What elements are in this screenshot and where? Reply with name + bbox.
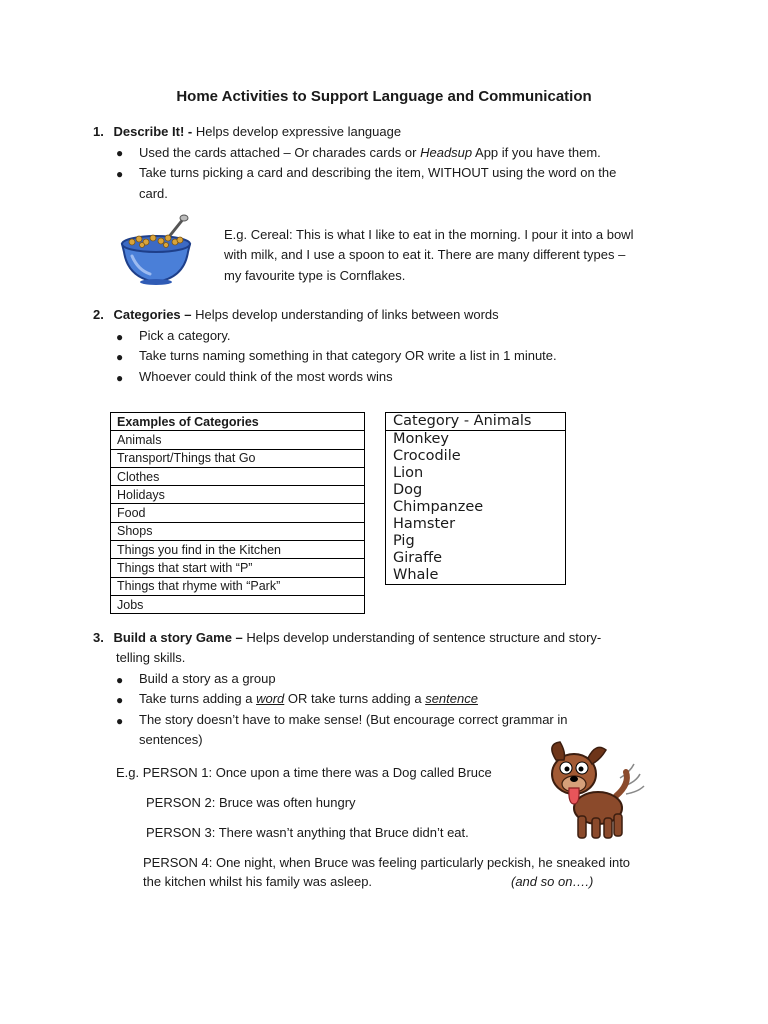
bullet-icon: ● — [116, 146, 124, 160]
table-row — [111, 449, 365, 467]
table-cell: Monkey — [393, 431, 449, 447]
table-cell: Pig — [393, 533, 415, 549]
bullet-text: OR take turns adding a — [284, 691, 426, 706]
bullet-text: App if you have them. — [472, 145, 601, 160]
table-row — [386, 533, 566, 550]
section-1-example-line-1: E.g. Cereal: This is what I like to eat in the morning. I pour it into a bowl — [224, 227, 634, 242]
bullet-icon: ● — [116, 330, 124, 344]
table-row — [386, 431, 566, 449]
table-row — [386, 413, 566, 431]
section-3-description: Helps develop understanding of sentence structure and story- — [242, 630, 602, 645]
table-row — [111, 413, 365, 431]
table-cell: Transport/Things that Go — [111, 449, 365, 467]
table-cell: Jobs — [111, 595, 365, 613]
table-row — [386, 448, 566, 465]
section-2-description: Helps develop understanding of links between words — [191, 307, 499, 322]
section-3-bullet-3-line-2: sentences) — [139, 732, 203, 747]
table-cell: Holidays — [111, 486, 365, 504]
bullet-text: Take turns adding a — [139, 691, 257, 706]
table-row — [111, 504, 365, 522]
section-1-number: 1. — [93, 124, 104, 139]
table-row — [111, 431, 365, 449]
bullet-icon: ● — [116, 371, 124, 385]
story-and-so-on: (and so on….) — [511, 874, 594, 889]
table-row — [111, 486, 365, 504]
table-cell: Giraffe — [393, 550, 443, 566]
section-1-bullet-1 — [139, 145, 601, 160]
section-1-heading: Describe It! - — [113, 124, 193, 139]
table-cell: Clothes — [111, 467, 365, 485]
bullet-text: Used the cards attached – Or charades cards or — [139, 145, 421, 160]
story-person-2: PERSON 2: Bruce was often hungry — [146, 795, 356, 810]
table-cell: Things that start with “P” — [111, 559, 365, 577]
section-2-heading: Categories – — [113, 307, 192, 322]
section-3-bullet-1: Build a story as a group — [139, 671, 276, 686]
table-row — [386, 482, 566, 499]
table-row — [386, 516, 566, 533]
emphasis-word: word — [256, 691, 285, 706]
section-2-number: 2. — [93, 307, 104, 322]
section-1-description: Helps develop expressive language — [192, 124, 402, 139]
section-3-description-line-2: telling skills. — [116, 650, 186, 665]
story-person-4-line-1: PERSON 4: One night, when Bruce was feeling particularly peckish, he sneaked into — [143, 855, 631, 870]
table-row — [111, 577, 365, 595]
section-3-header — [93, 630, 601, 645]
section-1-bullet-2-line-1: Take turns picking a card and describing the item, WITHOUT using the word on the — [139, 165, 617, 180]
table-cell: Shops — [111, 522, 365, 540]
table-cell: Dog — [393, 482, 423, 498]
emphasis-sentence: sentence — [425, 691, 478, 706]
cereal-bowl-icon — [118, 212, 194, 288]
table-row — [111, 467, 365, 485]
table-cell: Things that rhyme with “Park” — [111, 577, 365, 595]
section-3-bullet-3-line-1: The story doesn’t have to make sense! (But encourage correct grammar in — [139, 712, 568, 727]
table-row — [111, 522, 365, 540]
table-cell: Animals — [111, 431, 365, 449]
table-cell: Hamster — [393, 516, 456, 532]
bullet-icon: ● — [116, 350, 124, 364]
section-1-bullet-2-line-2: card. — [139, 186, 168, 201]
bullet-icon: ● — [116, 693, 124, 707]
section-1-example-line-2: with milk, and I use a spoon to eat it. There are many different types – — [224, 247, 626, 262]
table-cell: Food — [111, 504, 365, 522]
section-2-bullet-2: Take turns naming something in that category OR write a list in 1 minute. — [139, 348, 557, 363]
table-row — [386, 550, 566, 567]
section-2-header — [93, 307, 499, 322]
table-row — [111, 595, 365, 613]
table-row — [111, 541, 365, 559]
table-row — [386, 499, 566, 516]
table-row — [111, 559, 365, 577]
bullet-icon: ● — [116, 673, 124, 687]
section-1-example-line-3: my favourite type is Cornflakes. — [224, 268, 406, 283]
section-2-bullet-1: Pick a category. — [139, 328, 231, 343]
story-person-3: PERSON 3: There wasn’t anything that Bruce didn’t eat. — [146, 825, 469, 840]
table-header-cell: Category - Animals — [386, 413, 566, 431]
section-3-number: 3. — [93, 630, 104, 645]
story-person-1: E.g. PERSON 1: Once upon a time there was a Dog called Bruce — [116, 765, 492, 780]
section-3-bullet-2 — [139, 691, 478, 706]
table-row — [386, 567, 566, 585]
bullet-icon: ● — [116, 167, 124, 181]
page-title: Home Activities to Support Language and Communication — [176, 88, 592, 105]
category-animals-table — [385, 412, 566, 585]
section-3-heading: Build a story Game – — [113, 630, 243, 645]
table-row — [386, 465, 566, 482]
bullet-italic-text: Headsup — [420, 145, 473, 160]
section-2-bullet-3: Whoever could think of the most words wins — [139, 369, 393, 384]
categories-examples-table — [110, 412, 365, 614]
table-cell: Crocodile — [393, 448, 461, 464]
table-cell: Things you find in the Kitchen — [111, 541, 365, 559]
dog-icon — [538, 738, 648, 844]
story-person-4-line-2: the kitchen whilst his family was asleep. — [143, 874, 373, 889]
bullet-icon: ● — [116, 714, 124, 728]
table-header-cell: Examples of Categories — [111, 413, 365, 431]
table-cell: Lion — [393, 465, 424, 481]
table-cell: Whale — [393, 567, 439, 583]
table-cell: Chimpanzee — [393, 499, 484, 515]
section-1-header — [93, 124, 401, 139]
